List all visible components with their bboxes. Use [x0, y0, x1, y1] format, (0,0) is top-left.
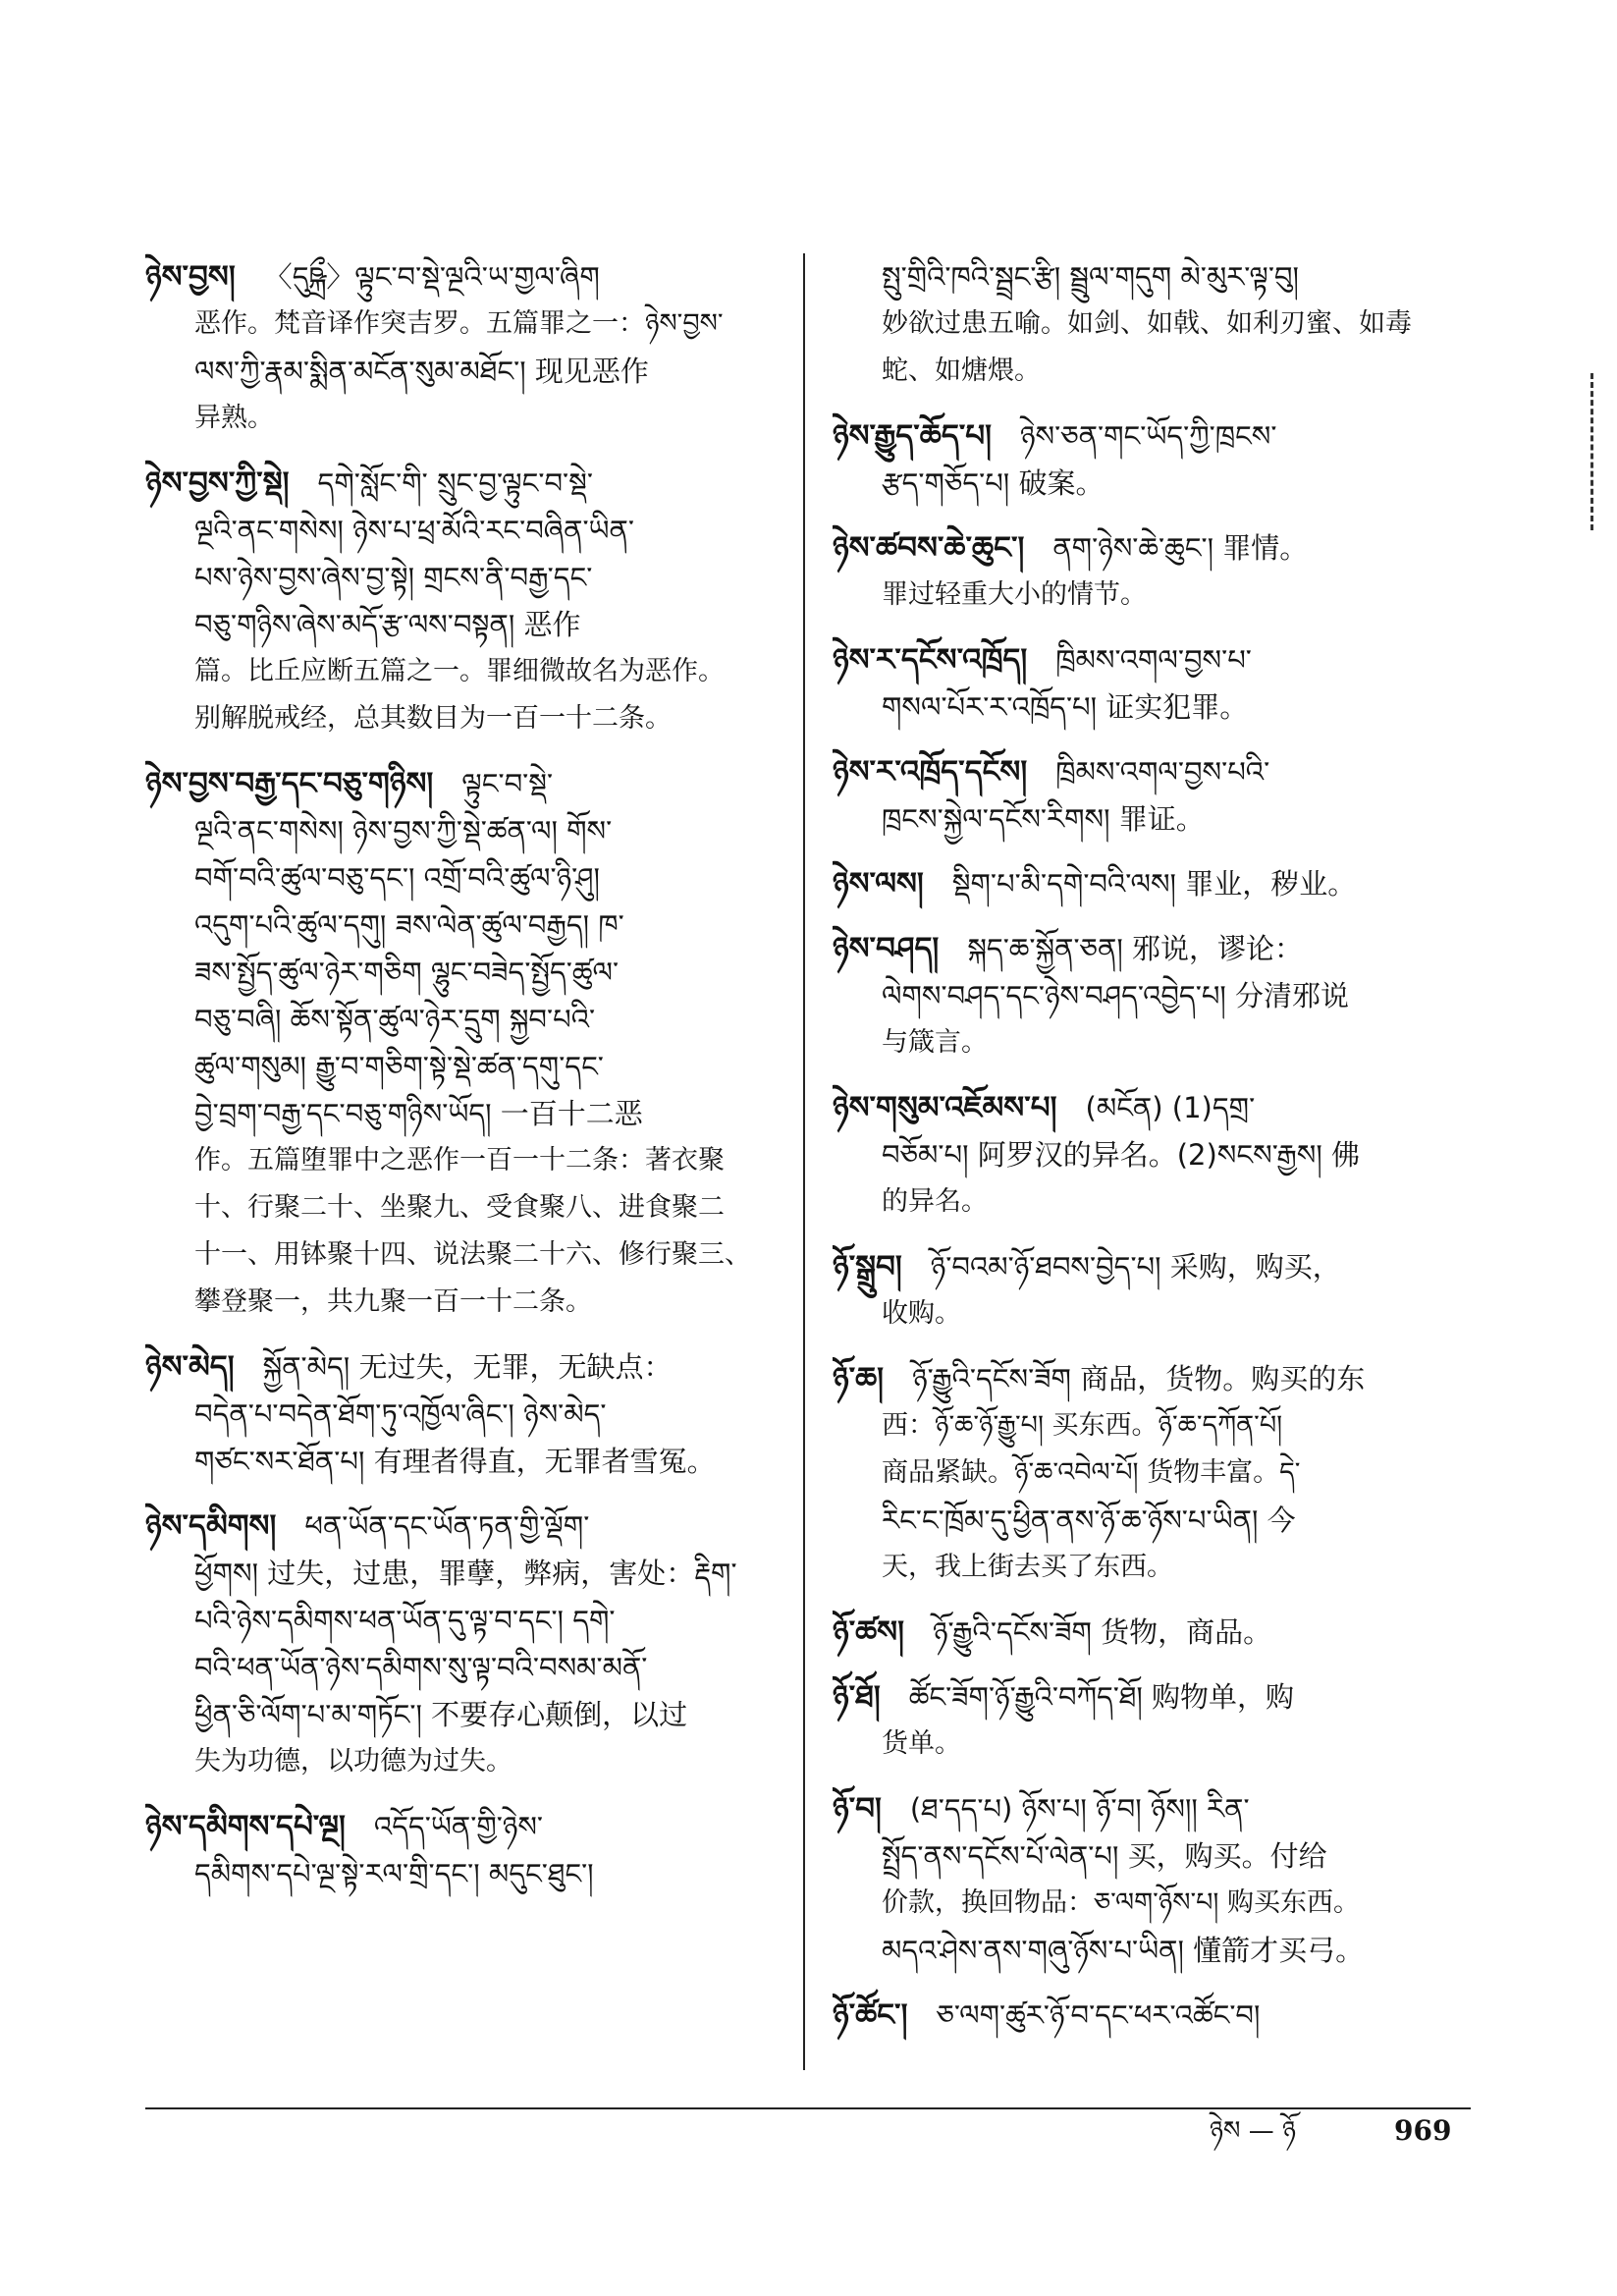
- dictionary-entry: [833, 636, 1471, 731]
- dictionary-entry: [145, 1343, 783, 1485]
- footer-rule: [145, 2107, 1471, 2109]
- entry-definition-line: 与箴言。: [882, 1027, 988, 1058]
- dictionary-entry: [833, 412, 1471, 507]
- entry-headword: ཉེས་བྱས་བརྒྱ་དང་བཅུ་གཉིས།: [145, 766, 434, 801]
- entry-headword: ཉོ་ཚས།: [833, 1614, 904, 1650]
- entry-headword: ཉེས་ར་དངོས་འཁྲོད།: [833, 642, 1028, 678]
- dictionary-entry: [833, 1609, 1471, 1656]
- dictionary-entry: [833, 925, 1471, 1066]
- entry-definition-line: འདུག་པའི་ཚུལ་དགུ། ཟས་ལེན་ཚུལ་བརྒྱད། ཁ་: [194, 908, 624, 942]
- scan-margin-marks: [1590, 373, 1601, 530]
- dictionary-entry: [145, 460, 783, 742]
- entry-definition-line: 妙欲过患五喻。如剑、如戟、如利刃蜜、如毒: [882, 308, 1412, 339]
- dictionary-entry: [145, 760, 783, 1326]
- dictionary-entry: [833, 860, 1471, 907]
- entry-definition-line: ཉེས་ཅན་གང་ཡོད་ཀྱི་ཁྲངས་: [1020, 419, 1277, 453]
- entry-definition-line: རིང་ང་ཁྲོམ་དུ་ཕྱིན་ནས་ཉོ་ཆ་ཉོས་པ་ཡིན། 今: [882, 1503, 1296, 1537]
- entry-definition-line: ཁྲིམས་འགལ་བྱས་པ་: [1055, 643, 1252, 677]
- entry-definition-line: ཚུལ་གསུམ། རྒྱུ་བ་གཅིག་སྟེ་སྡེ་ཚན་དགུ་དང་: [194, 1050, 604, 1083]
- entry-headword: ཉོ་ཆ།: [833, 1361, 885, 1396]
- entry-definition-line: 的异名。: [882, 1186, 988, 1217]
- entry-definition-line: བདེན་པ་བདེན་ཐོག་ཏུ་འཁྱོལ་ཞིང་། ཉེས་མེད་: [194, 1397, 607, 1431]
- entry-definition-line: 别解脱戒经，总其数目为一百一十二条。: [194, 703, 672, 734]
- dictionary-entry: [833, 1355, 1471, 1591]
- dictionary-entry: [833, 1785, 1471, 1974]
- dictionary-entry: [833, 1673, 1471, 1768]
- entry-definition-line: ཉོ་བའམ་ཉོ་ཐབས་བྱེད་པ། 采购，购买，: [930, 1250, 1341, 1284]
- dictionary-entry: [833, 1992, 1471, 2039]
- entry-definition-line: པས་ཉེས་བྱས་ཞེས་བྱ་སྟེ། གྲངས་ནི་བརྒྱ་དང་: [194, 561, 593, 594]
- dictionary-entry: [833, 524, 1471, 619]
- entry-headword: ཉེས་བྱས་ཀྱི་སྡེ།: [145, 465, 290, 501]
- entry-definition-line: 〈དུཥྐྲྀ〉ལྟུང་བ་སྡེ་ལྔའི་ཡ་གྱལ་ཞིག: [263, 260, 600, 294]
- entry-definition-line: བའི་ཕན་ཡོན་ཉེས་དམིགས་སུ་ལྟ་བའི་བསམ་མནོ་: [194, 1651, 648, 1684]
- entry-definition-line: ཅ་ལག་ཚུར་ཉོ་བ་དང་ཕར་འཚོང་བ།: [936, 1998, 1261, 2032]
- entry-definition-line: 异熟。: [194, 403, 274, 433]
- column-divider: [803, 253, 805, 2070]
- entry-headword: ཉེས་ལས།: [833, 866, 924, 902]
- entry-headword: ཉེས་བྱས།: [145, 259, 236, 295]
- entry-definition-line: བཅུ་གཉིས་ཞེས་མདོ་རྩ་ལས་བསྟན། 恶作: [194, 608, 581, 641]
- entry-definition-line: བཅུ་བཞི། ཆོས་སྟོན་ཚུལ་ཉེར་དྲུག སྐྱབ་པའི་: [194, 1003, 596, 1036]
- entry-definition-line: (མངོན) (1)དགྲ་: [1085, 1091, 1256, 1124]
- dictionary-entry: [833, 1243, 1471, 1338]
- dictionary-entry: [833, 253, 1471, 395]
- entry-definition-line: དགེ་སློང་གི་ སྲུང་བྱ་ལྟུང་བ་སྡེ་: [317, 466, 593, 500]
- entry-headword: ཉོ་སྒྲུབ།: [833, 1249, 902, 1285]
- entry-headword: ཉེས་བཤད།: [833, 931, 940, 966]
- entry-definition-line: མདའ་ཤེས་ནས་གཞུ་ཉོས་པ་ཡིན། 懂箭才买弓。: [882, 1934, 1365, 1967]
- entry-definition-line: 十、行聚二十、坐聚九、受食聚八、进食聚二: [194, 1192, 725, 1223]
- entry-definition-line: ལེགས་བཤད་དང་ཉེས་བཤད་འབྱེད་པ། 分清邪说: [882, 979, 1350, 1012]
- entry-headword: ཉེས་གསུམ་འཇོམས་པ།: [833, 1090, 1057, 1125]
- entry-definition-line: 十一、用钵聚十四、说法聚二十六、修行聚三、: [194, 1239, 751, 1270]
- entry-definition-line: ལྔའི་ནང་གསེས། ཉེས་པ་ཕྲ་མོའི་རང་བཞིན་ཡིན་: [194, 514, 634, 547]
- entry-definition-line: བྱེ་བྲག་བརྒྱ་དང་བཅུ་གཉིས་ཡོད། 一百十二恶: [194, 1097, 643, 1130]
- entry-definition-line: པའི་ཉེས་དམིགས་ཕན་ཡོན་དུ་ལྟ་བ་དང་། དགེ་: [194, 1604, 616, 1637]
- entry-definition-line: སྐད་ཆ་སྐྱོན་ཅན། 邪说，谬论：: [967, 932, 1303, 965]
- entry-definition-line: བཅོམ་པ། 阿罗汉的异名。(2)སངས་རྒྱས། 佛: [882, 1138, 1360, 1172]
- entry-definition-line: སྡིག་པ་མི་དགེ་བའི་ལས། 罪业，秽业。: [951, 867, 1357, 901]
- entry-definition-line: 收购。: [882, 1298, 961, 1329]
- right-column: [833, 253, 1471, 2060]
- entry-headword: ཉེས་མེད།: [145, 1349, 235, 1385]
- dictionary-entry: [833, 748, 1471, 843]
- entry-definition-line: རྩད་གཅོད་པ། 破案。: [882, 466, 1105, 500]
- entry-headword: ཉེས་དམིགས།: [145, 1508, 277, 1544]
- entry-definition-line: འདོད་ཡོན་གྱི་ཉེས་: [373, 1810, 544, 1843]
- entry-definition-line: ཕན་ཡོན་དང་ཡོན་ཏན་གྱི་ལྡོག་: [304, 1509, 590, 1543]
- dictionary-entry: [145, 1503, 783, 1785]
- entry-definition-line: (ཐ་དད་པ) ཉོས་པ། ཉོ་བ། ཉོས།། རིན་: [909, 1792, 1250, 1826]
- entry-definition-line: ཁྲངས་སྐྱེལ་དངོས་རིགས། 罪证。: [882, 802, 1205, 836]
- entry-headword: ཉེས་རྒྱུད་ཆོད་པ།: [833, 418, 993, 454]
- entry-definition-line: 罪过轻重大小的情节。: [882, 579, 1147, 610]
- entry-definition-line: གཙང་སར་ཐོན་པ། 有理者得直，无罪者雪冤。: [194, 1445, 716, 1478]
- entry-definition-line: སྤྲོད་ནས་དངོས་པོ་ལེན་པ། 买，购买。付给: [882, 1839, 1327, 1873]
- entry-definition-line: ལྟུང་བ་སྡེ་: [461, 767, 554, 800]
- entry-definition-line: ཁྲིམས་འགལ་བྱས་པའི་: [1055, 755, 1270, 789]
- entry-definition-line: ནག་ཉེས་ཆེ་ཆུང་། 罪情。: [1052, 531, 1309, 565]
- entry-headword: ཉེས་ཚབས་ཆེ་ཆུང་།: [833, 530, 1025, 566]
- entry-definition-line: 价款，换回物品：ཅ་ལག་ཉོས་པ། 购买东西。: [882, 1887, 1360, 1918]
- entry-headword: ཉོ་ཚོང་།: [833, 1997, 908, 2033]
- footer-headword-range: ཉེས — ཉོ: [1210, 2116, 1296, 2146]
- entry-headword: ཉོ་བ།: [833, 1791, 882, 1827]
- entry-definition-line: ཉོ་རྒྱུའི་དངོས་ཟོག 商品，货物。购买的东: [912, 1362, 1366, 1395]
- entry-definition-line: ལས་ཀྱི་རྣམ་སྨིན་མངོན་སུམ་མཐོང་། 现见恶作: [194, 355, 649, 388]
- entry-headword: ཉེས་དམིགས་དཔེ་ལྔ།: [145, 1809, 346, 1844]
- entry-definition-line: 攀登聚一，共九聚一百一十二条。: [194, 1286, 592, 1317]
- entry-definition-line: ལྔའི་ནང་གསེས། ཉེས་བྱས་ཀྱི་སྡེ་ཚན་ལ། གོས་: [194, 814, 613, 847]
- entry-definition-line: ཕྱོགས། 过失，过患，罪孽，弊病，害处：རྡིག་: [194, 1557, 737, 1590]
- entry-definition-line: གསལ་པོར་ར་འཁྲོད་པ། 证实犯罪。: [882, 690, 1249, 724]
- dictionary-entry: [833, 1084, 1471, 1226]
- entry-definition-line: སྐྱོན་མེད། 无过失，无罪，无缺点：: [262, 1350, 673, 1384]
- entry-definition-line: ཚོང་ཟོག་ཉོ་རྒྱུའི་བཀོད་ཐོ། 购物单，购: [908, 1680, 1295, 1714]
- entry-headword: ཉེས་ར་འཁྲོད་དངོས།: [833, 754, 1028, 790]
- entry-definition-line: 作。五篇堕罪中之恶作一百一十二条：著衣聚: [194, 1145, 725, 1175]
- entry-definition-line: 失为功德，以功德为过失。: [194, 1746, 512, 1777]
- entry-definition-line: 西：ཉོ་ཆ་ཉོ་རྒྱུ་པ། 买东西。ཉོ་ཆ་དཀོན་པོ།: [882, 1410, 1283, 1441]
- entry-definition-line: 商品紧缺。ཉོ་ཆ་འབེལ་པོ། 货物丰富。དེ་: [882, 1457, 1301, 1488]
- dictionary-entry: [145, 1803, 783, 1897]
- left-column: [145, 253, 783, 2060]
- entry-definition-line: སྤུ་གྲིའི་ཁའི་སྦྲང་རྩི། སྦྲུལ་གདུག མེ་མུར་ལྟ་བུ།: [882, 260, 1299, 294]
- page-number: 969: [1394, 2114, 1452, 2147]
- entry-definition-line: ཉོ་རྒྱུའི་དངོས་ཟོག 货物，商品。: [932, 1615, 1272, 1649]
- entry-definition-line: 蛇、如煻煨。: [882, 355, 1041, 386]
- entry-definition-line: བགོ་བའི་ཚུལ་བཅུ་དང་། འགྲོ་བའི་ཚུལ་ཉི་ཤུ།: [194, 861, 600, 895]
- entry-headword: ཉོ་ཐོ།: [833, 1679, 881, 1715]
- entry-definition-line: 篇。比丘应断五篇之一。罪细微故名为恶作。: [194, 656, 725, 686]
- dictionary-entry: [145, 253, 783, 442]
- entry-definition-line: 货单。: [882, 1728, 961, 1759]
- entry-definition-line: དམིགས་དཔེ་ལྔ་སྟེ་རལ་གྲི་དང་། མདུང་ཐུང་།: [194, 1857, 594, 1890]
- entry-definition-line: 恶作。梵音译作突吉罗。五篇罪之一：ཉེས་བྱས་: [194, 308, 724, 339]
- entry-definition-line: ཕྱིན་ཅི་ལོག་པ་མ་གཏོང་། 不要存心颠倒，以过: [194, 1698, 688, 1731]
- entry-definition-line: 天，我上街去买了东西。: [882, 1552, 1173, 1582]
- entry-definition-line: ཟས་སྤྱོད་ཚུལ་ཉེར་གཅིག ལྷུང་བཟེད་སྤྱོད་ཚུལ་: [194, 956, 620, 989]
